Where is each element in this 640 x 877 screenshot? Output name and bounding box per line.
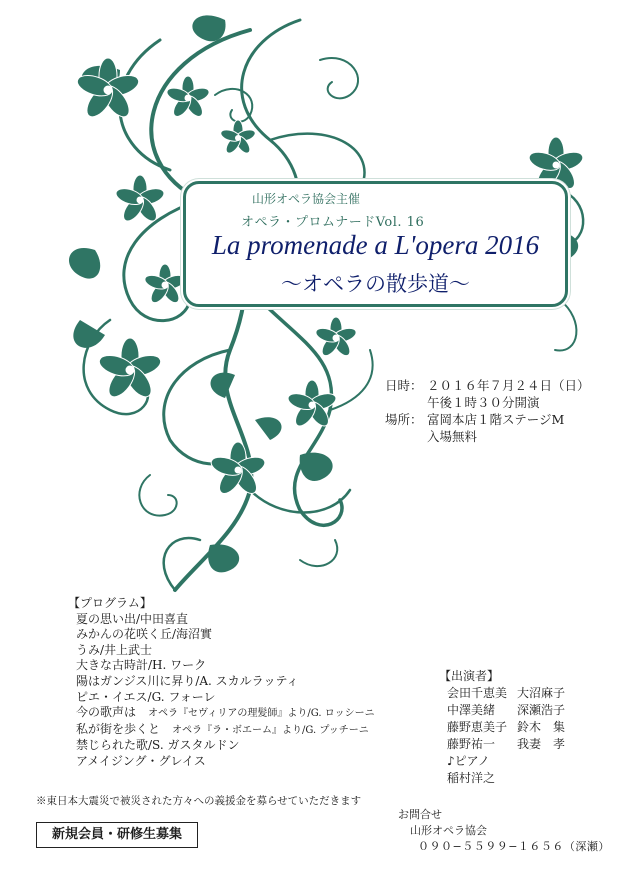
ornament-flower [97, 338, 163, 401]
organizer: 山形オペラ協会主催 [252, 192, 361, 206]
ornament-tendril [215, 89, 252, 122]
event-time: 午後１時３０分開演 [427, 395, 540, 410]
donation-note: ※東日本大震災で被災された方々への義援金を募らせていただきます [36, 795, 362, 807]
contact-org: 山形オペラ協会 [410, 824, 487, 837]
performer-row: 藤野恵美子 鈴木 集 [447, 720, 566, 734]
ornament-leaf [69, 248, 100, 279]
event-time-row [385, 394, 590, 411]
program-item: アメイジング・グレイス [76, 753, 206, 768]
title-box [183, 181, 568, 307]
event-venue: 富岡本店１階ステージM [427, 412, 565, 427]
ornament-stem [164, 350, 240, 464]
program-heading: 【プログラム】 [68, 596, 152, 610]
contact-tel: ０９０−５５９９−１６５６（深瀬） [418, 840, 610, 853]
program-item: ピエ・イエス/G. フォーレ [76, 689, 216, 704]
performer-row: 藤野祐一 我妻 孝 [447, 737, 566, 751]
event-admission-row [385, 428, 590, 445]
ornament-tendril [555, 300, 576, 350]
ornament-leaf [255, 417, 282, 440]
program-item-note: オペラ『ラ・ボエーム』より/G. プッチーニ [172, 724, 369, 736]
ornament-flower [314, 317, 358, 359]
event-date: ２０１６年７月２４日（日） [427, 378, 590, 393]
contact [398, 807, 610, 855]
program-item: うみ/井上武士 [76, 642, 153, 657]
event-admission: 入場無料 [427, 429, 478, 444]
ornament-flower [143, 264, 187, 306]
event-info [385, 377, 590, 445]
event-date-row [385, 377, 590, 394]
ornament-stem [330, 350, 373, 410]
event-venue-row [385, 411, 590, 428]
date-label: 日時： [385, 378, 423, 393]
ornament-leaf [73, 320, 105, 348]
main-title: La promenade a L'opera 2016 [211, 230, 540, 260]
piano-label: ♪ピアノ [447, 754, 490, 768]
program-item: 今の歌声は オペラ『セヴィリアの理髪師』より/G. ロッシーニ [76, 705, 375, 720]
performers [439, 668, 565, 787]
ornament-flower [219, 120, 256, 156]
performer-row: 会田千恵美 大沼麻子 [447, 686, 566, 700]
program-item: 陽はガンジス川に昇り/A. スカルラッティ [76, 673, 299, 688]
ornament-tendril [320, 58, 358, 98]
ornament-leaf [208, 544, 239, 572]
ornament-leaf [192, 15, 225, 41]
series-name: オペラ・プロムナードVol. 16 [241, 215, 425, 230]
ornament-leaf [211, 373, 235, 398]
pianist: 稲村洋之 [447, 771, 496, 785]
program-item: 大きな古時計/H. ワーク [76, 658, 207, 673]
subtitle: 〜オペラの散歩道〜 [281, 272, 470, 296]
recruit-box: 新規会員・研修生募集 [36, 822, 198, 848]
program-item: みかんの花咲く丘/海沼實 [76, 627, 213, 642]
program-item: 私が街を歩くと オペラ『ラ・ボエーム』より/G. プッチーニ [76, 721, 369, 736]
ornament-flower [209, 442, 267, 497]
program-item: 禁じられた歌/S. ガスタルドン [76, 738, 240, 753]
program-item-note: オペラ『セヴィリアの理髪師』より/G. ロッシーニ [148, 708, 375, 720]
program-item: 夏の思い出/中田喜直 [76, 611, 189, 626]
performer-row: 中澤美緒 深瀬浩子 [447, 703, 566, 717]
ornament-tendril [300, 540, 337, 566]
performers-heading: 【出演者】 [439, 669, 500, 683]
ornament-leaf [300, 453, 333, 481]
ornament-flower [114, 175, 166, 224]
contact-label: お問合せ [398, 808, 442, 821]
program [68, 596, 375, 770]
venue-label: 場所： [385, 412, 423, 427]
ornament-flower [165, 76, 211, 119]
ornament-tendril [139, 475, 176, 516]
